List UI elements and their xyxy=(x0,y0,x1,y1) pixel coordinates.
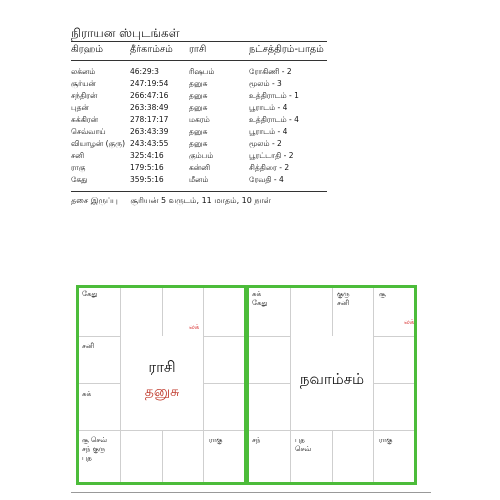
header-top-rule xyxy=(71,41,327,42)
house-line: சூ செவ் xyxy=(82,436,107,444)
house-line: சந் குரு xyxy=(82,445,106,453)
cell-planet: சூர்யன் xyxy=(71,79,96,88)
cell-longitude: 266:47:16 xyxy=(130,91,169,100)
cell-longitude: 278:17:17 xyxy=(130,115,169,124)
cell-rasi: ரிஷபம் xyxy=(189,67,215,76)
house-aquarius: சனி xyxy=(82,342,95,350)
house-virgo: ராகு xyxy=(379,436,393,444)
cell-nakshatra: சித்திரை - 2 xyxy=(249,163,290,172)
house-line: சுக் xyxy=(252,290,262,298)
header-nakshatra: நட்சத்திரம்-பாதம் xyxy=(249,44,324,55)
cell-rasi: தனுசு xyxy=(189,91,208,100)
rasi-sign: தனுசு xyxy=(144,384,180,400)
cell-rasi: கும்பம் xyxy=(189,151,214,160)
cell-planet: வியாழன் (குரு) xyxy=(71,139,125,148)
cell-planet: லக்னம் xyxy=(71,67,96,76)
table-header xyxy=(71,44,327,58)
house-pisces xyxy=(252,290,268,308)
lagna-marker: லக் xyxy=(404,318,415,326)
cell-planet: சனி xyxy=(71,151,85,160)
house-sagittarius: சந் xyxy=(252,436,261,444)
cell-rasi: மீனம் xyxy=(189,175,209,184)
cell-planet: புதன் xyxy=(71,103,89,112)
cell-rasi: தனுசு xyxy=(189,79,208,88)
cell-longitude: 243:43:55 xyxy=(130,139,169,148)
cell-nakshatra: பூராடம் - 4 xyxy=(249,103,288,112)
house-line: சனி xyxy=(337,299,350,307)
header-planet: கிரஹம் xyxy=(71,44,103,55)
navamsa-center xyxy=(291,336,373,430)
header-bottom-rule xyxy=(71,60,327,61)
cell-longitude: 359:5:16 xyxy=(130,175,164,184)
rasi-chart xyxy=(76,285,247,485)
house-line: புத xyxy=(82,454,92,462)
house-line: செவ் xyxy=(295,445,312,453)
cell-nakshatra: ரோகிணி - 2 xyxy=(249,67,292,76)
cell-planet: செவ்வாய் xyxy=(71,127,106,136)
navamsa-title: நவாம்சம் xyxy=(299,370,365,388)
cell-nakshatra: மூலம் - 3 xyxy=(249,79,282,88)
cell-nakshatra: பூரட்டாதி - 2 xyxy=(249,151,294,160)
cell-longitude: 247:19:54 xyxy=(130,79,169,88)
house-pisces: கேது xyxy=(82,290,98,298)
house-virgo: ராகு xyxy=(209,436,223,444)
rasi-center xyxy=(121,336,203,430)
cell-rasi: தனுசு xyxy=(189,139,208,148)
cell-longitude: 179:5:16 xyxy=(130,163,164,172)
cell-nakshatra: உத்திராடம் - 1 xyxy=(249,91,299,100)
cell-rasi: தனுசு xyxy=(189,127,208,136)
house-line: கேது xyxy=(252,299,268,307)
dasa-value: சூரியன் 5 வருடம், 11 மாதம், 10 நாள் xyxy=(130,196,271,205)
cell-nakshatra: பூராடம் - 4 xyxy=(249,127,288,136)
header-longitude: தீர்காம்சம் xyxy=(130,44,173,55)
house-taurus xyxy=(337,290,350,308)
house-sagittarius xyxy=(82,436,107,463)
cell-planet: கேது xyxy=(71,175,88,184)
cell-rasi: கன்னி xyxy=(189,163,211,172)
cell-longitude: 263:38:49 xyxy=(130,103,169,112)
cell-rasi: மகரம் xyxy=(189,115,210,124)
navamsa-chart xyxy=(246,285,417,485)
page-title: நிராயன ஸ்புடங்கள் xyxy=(71,26,180,40)
cell-longitude: 263:43:39 xyxy=(130,127,169,136)
dasa-label: தசை இருப்பு xyxy=(71,196,118,205)
cell-planet: சந்திரன் xyxy=(71,91,98,100)
house-line: குரு xyxy=(337,290,350,298)
cell-planet: சுக்கிரன் xyxy=(71,115,98,124)
dasa-balance xyxy=(71,196,281,206)
cell-rasi: தனுசு xyxy=(189,103,208,112)
cell-longitude: 325:4:16 xyxy=(130,151,164,160)
cell-planet: ராகு xyxy=(71,163,86,172)
cell-nakshatra: ரேவதி - 4 xyxy=(249,175,284,184)
header-rasi: ராசி xyxy=(189,44,207,55)
house-capricorn: சுக் xyxy=(82,390,92,398)
rasi-title: ராசி xyxy=(148,358,176,376)
lagna-marker: லக் xyxy=(189,323,200,331)
house-scorpio xyxy=(295,436,311,454)
cell-longitude: 46:29:3 xyxy=(130,67,159,76)
page-bottom-line xyxy=(71,492,431,493)
cell-nakshatra: மூலம் - 2 xyxy=(249,139,282,148)
table-bottom-rule xyxy=(71,191,327,192)
house-gemini: சூ xyxy=(379,290,386,298)
cell-nakshatra: உத்திராடம் - 4 xyxy=(249,115,299,124)
house-line: புத xyxy=(295,436,305,444)
